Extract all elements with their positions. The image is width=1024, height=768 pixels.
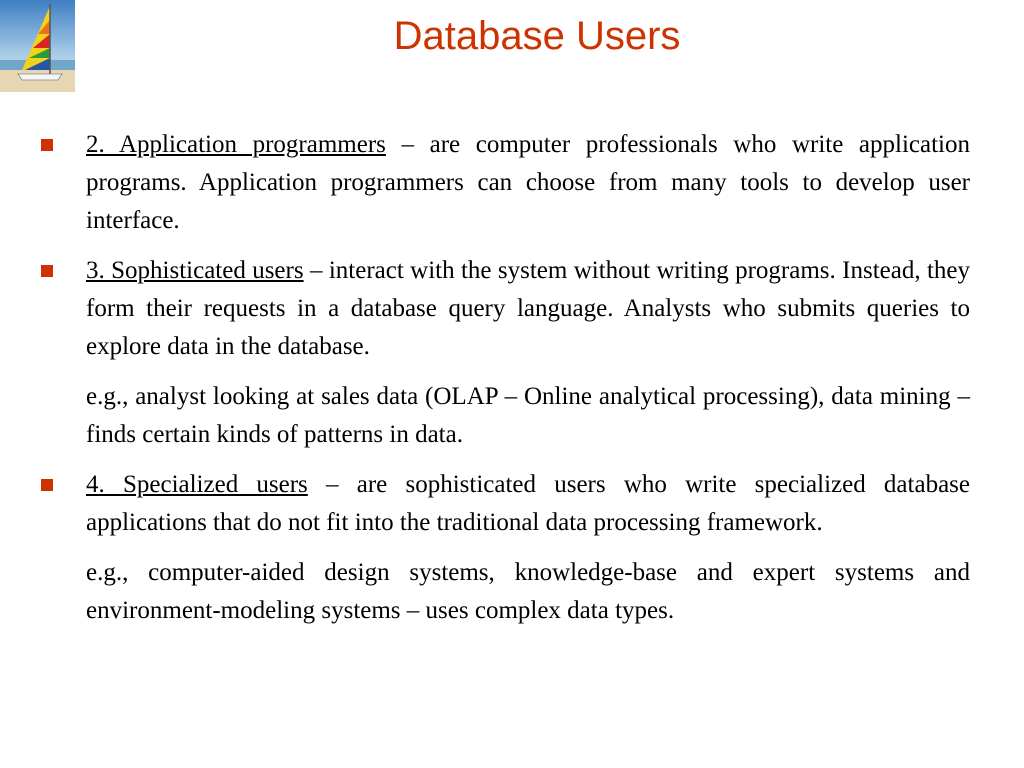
- list-item: 2. Application programmers – are computer professionals who write application programs. Application programmers can choose from many tools to develop user interface.: [86, 126, 970, 240]
- bullet-icon: [41, 139, 53, 151]
- slide-content: [86, 126, 970, 642]
- bullet-icon: [41, 479, 53, 491]
- item-example: e.g., analyst looking at sales data (OLAP – Online analytical processing), data mining – finds certain kinds of patterns in data.: [86, 383, 970, 448]
- item-term: 2. Application programmers: [86, 131, 386, 158]
- slide-title: Database Users: [393, 14, 681, 58]
- item-term: 4. Specialized users: [86, 471, 308, 498]
- item-term: 3. Sophisticated users: [86, 257, 304, 284]
- bullet-icon: [41, 265, 53, 277]
- item-example: e.g., computer-aided design systems, knowledge-base and expert systems and environment-modeling systems – uses complex data types.: [86, 559, 970, 624]
- list-item: 3. Sophisticated users – interact with the system without writing programs. Instead, they form their requests in a database query language. Analysts who submits queries to explore data in the database.: [86, 252, 970, 366]
- item-text: interact with the system without writing programs. Instead, they form their requests in a database query language. Analysts who submits queries to explore data in the database.: [86, 257, 970, 360]
- list-item: 4. Specialized users – are sophisticated users who write specialized database applications that do not fit into the traditional data processing framework.: [86, 466, 970, 542]
- item-text: are computer professionals who write application programs. Application programmers can choose from many tools to develop user interface.: [86, 131, 970, 234]
- item-text: are sophisticated users who write specialized database applications that do not fit into the traditional data processing framework.: [86, 471, 970, 536]
